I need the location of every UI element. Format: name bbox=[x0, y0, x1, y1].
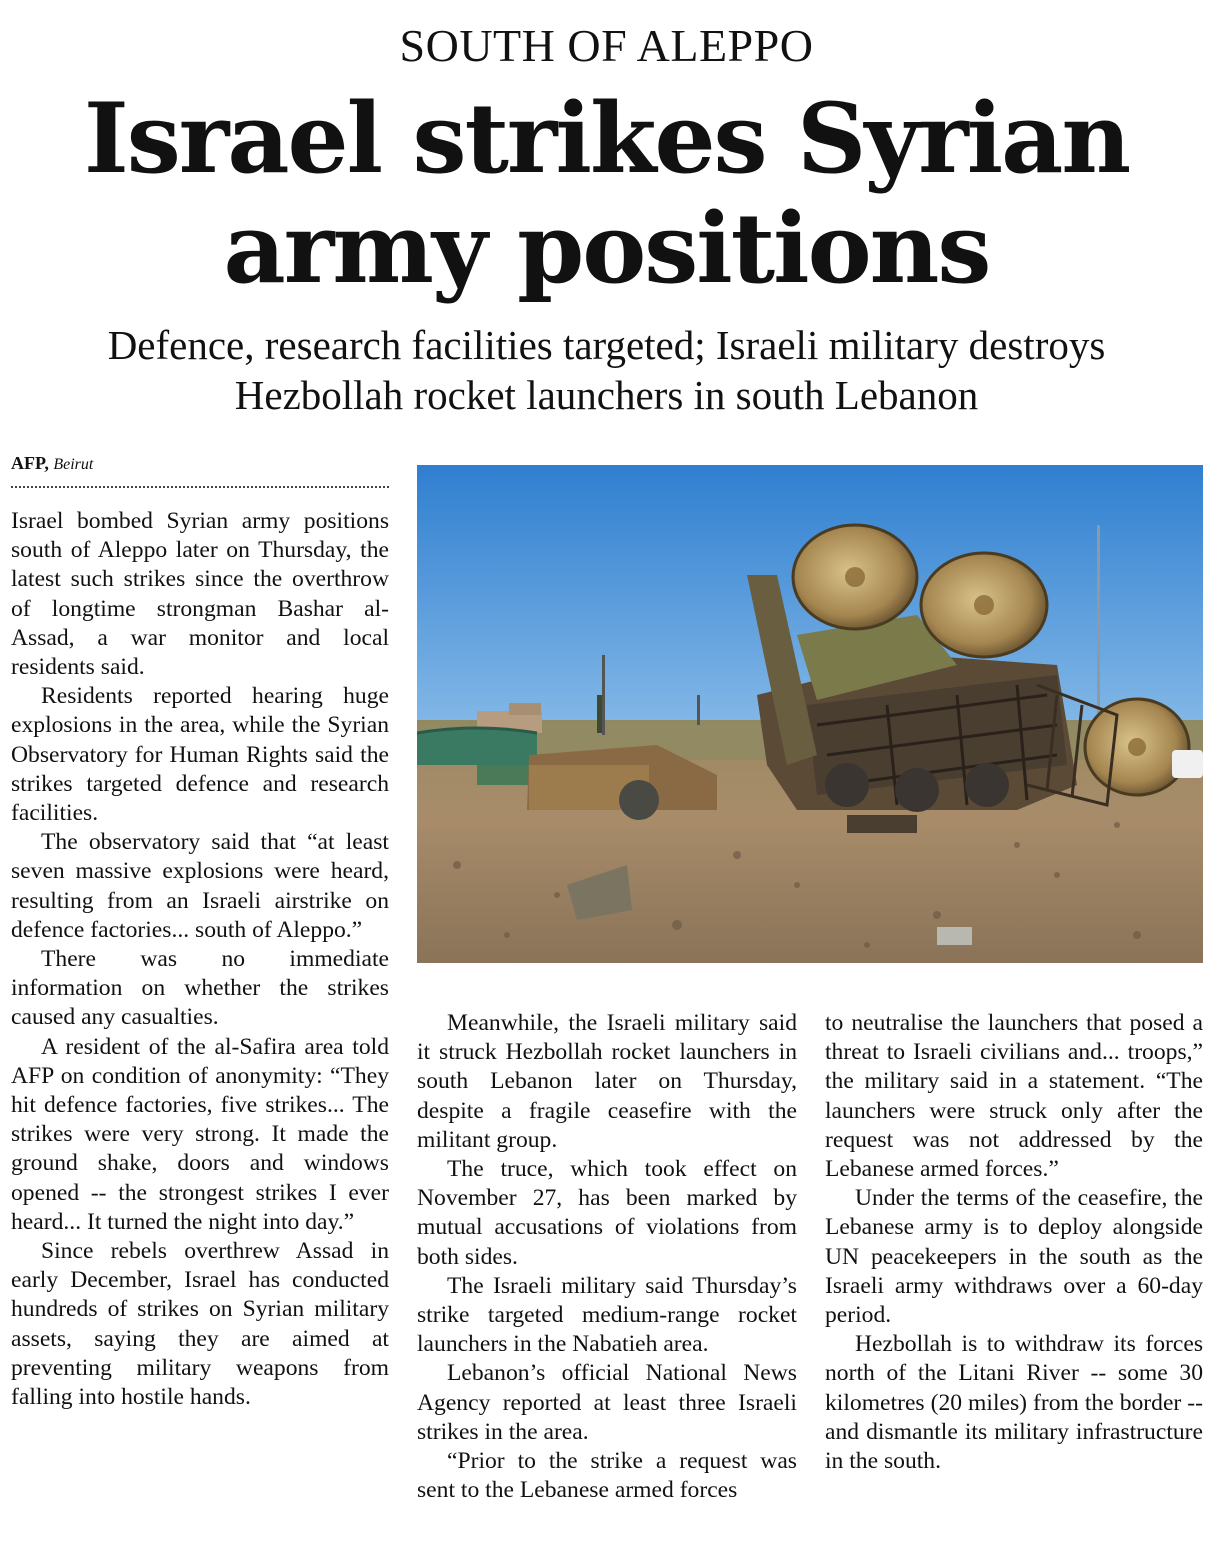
section-kicker: SOUTH OF ALEPPO bbox=[399, 20, 814, 71]
paragraph: Hezbollah is to withdraw its forces north of the Litani River -- some 30 kilometres (20 miles) from the border -- and dismantle its military infrastructure in the south. bbox=[825, 1331, 1203, 1475]
article-column-2 bbox=[417, 1009, 797, 1505]
byline-agency: AFP, bbox=[11, 453, 49, 473]
paragraph: “Prior to the strike a request was sent to the Lebanese armed forces bbox=[417, 1448, 797, 1504]
paragraph: The Israeli military said Thursday’s strike targeted medium-range rocket launchers in the Nabatieh area. bbox=[417, 1272, 797, 1358]
paragraph: The truce, which took effect on November 27, has been marked by mutual accusations of violations from both sides. bbox=[417, 1156, 797, 1270]
article-column-3 bbox=[825, 1009, 1203, 1476]
paragraph: Under the terms of the ceasefire, the Lebanese army is to deploy alongside UN peacekeepers in the south as the Israeli army withdraws over a 60-day period. bbox=[825, 1185, 1203, 1329]
headline-line-1: Israel strikes Syrian bbox=[83, 82, 1130, 195]
byline-location: Beirut bbox=[53, 456, 94, 473]
paragraph: Residents reported hearing huge explosions in the area, while the Syrian Observatory for Human Rights said the strikes targeted defence and research facilities. bbox=[11, 683, 389, 827]
byline bbox=[11, 453, 93, 474]
article-column-1 bbox=[11, 507, 389, 1412]
news-photo bbox=[417, 465, 1203, 963]
byline-divider bbox=[11, 486, 389, 488]
paragraph: to neutralise the launchers that posed a threat to Israeli civilians and... troops,” the military said in a statement. “The launchers were struck only after the request was not addressed by the Lebanese armed forces.” bbox=[825, 1010, 1203, 1183]
paragraph: A resident of the al-Safira area told AFP on condition of anonymity: “They hit defence factories, five strikes... The strikes were very strong. It made the ground shake, doors and windows opened -- the strongest strikes I ever heard... It turned the night into day.” bbox=[11, 1033, 389, 1235]
subheadline bbox=[0, 320, 1213, 420]
headline bbox=[0, 84, 1213, 304]
headline-line-2: army positions bbox=[223, 192, 990, 305]
paragraph: Meanwhile, the Israeli military said it struck Hezbollah rocket launchers in south Lebanon later on Thursday, despite a fragile ceasefire with the militant group. bbox=[417, 1010, 797, 1153]
paragraph: The observatory said that “at least seven massive explosions were heard, resulting from an Israeli airstrike on defence factories... south of Aleppo.” bbox=[11, 829, 389, 943]
paragraph: There was no immediate information on whether the strikes caused any casualties. bbox=[11, 946, 389, 1031]
subheadline-line-2: Hezbollah rocket launchers in south Lebanon bbox=[234, 372, 979, 418]
paragraph: Since rebels overthrew Assad in early December, Israel has conducted hundreds of strikes on Syrian military assets, saying they are aimed at preventing military weapons from falling into hostile hands. bbox=[11, 1238, 389, 1411]
subheadline-line-1: Defence, research facilities targeted; Israeli military destroys bbox=[107, 322, 1106, 368]
paragraph: Lebanon’s official National News Agency reported at least three Israeli strikes in the area. bbox=[417, 1360, 797, 1445]
paragraph: Israel bombed Syrian army positions south of Aleppo later on Thursday, the latest such strikes since the overthrow of longtime strongman Bashar al-Assad, a war monitor and local residents said. bbox=[11, 508, 389, 681]
